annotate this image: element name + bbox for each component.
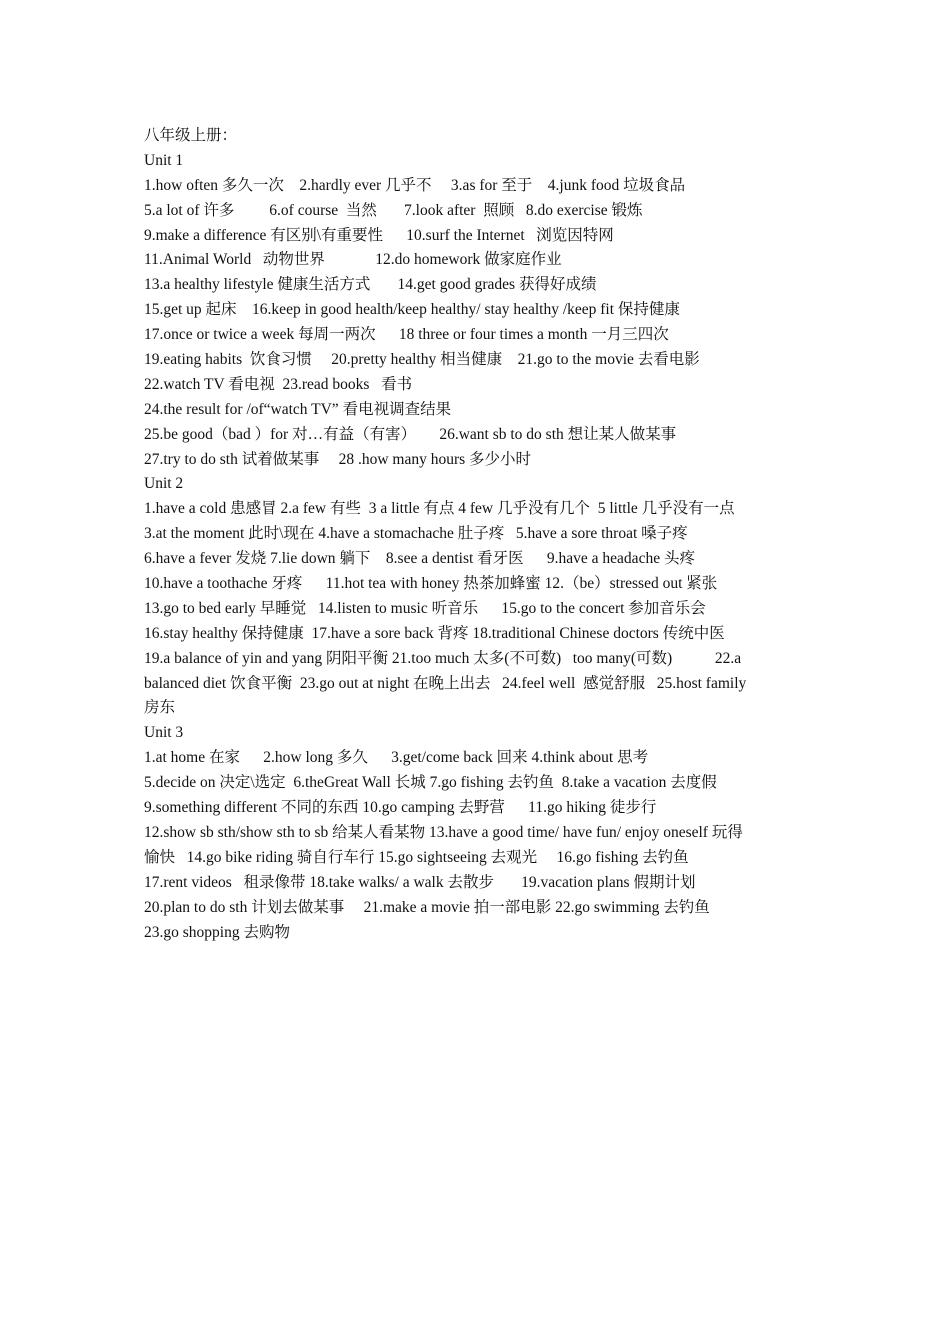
document-body xyxy=(144,124,808,945)
unit-title: Unit 2 xyxy=(144,475,184,493)
unit-title: Unit 3 xyxy=(144,724,184,742)
vocab-line: 3.at the moment 此时\现在 4.have a stomachache 肚子疼 5.have a sore throat 嗓子疼 xyxy=(144,525,688,543)
vocab-line: 房东 xyxy=(144,699,176,717)
vocab-line: 5.decide on 决定\选定 6.theGreat Wall 长城 7.go fishing 去钓鱼 8.take a vacation 去度假 xyxy=(144,774,717,792)
vocab-line: 27.try to do sth 试着做某事 28 .how many hours 多少小时 xyxy=(144,450,532,468)
vocab-line: 23.go shopping 去购物 xyxy=(144,923,290,941)
vocab-line: 10.have a toothache 牙疼 11.hot tea with honey 热茶加蜂蜜 12.（be）stressed out 紧张 xyxy=(144,575,718,593)
vocab-line: 11.Animal World 动物世界 12.do homework 做家庭作业 xyxy=(144,251,562,269)
vocab-line: 9.something different 不同的东西 10.go camping 去野营 11.go hiking 徒步行 xyxy=(144,799,657,817)
vocab-line: 1.how often 多久一次 2.hardly ever 几乎不 3.as for 至于 4.junk food 垃圾食品 xyxy=(144,176,686,194)
vocab-line: 17.once or twice a week 每周一两次 18 three or four times a month 一月三四次 xyxy=(144,326,669,344)
vocab-line: 1.at home 在家 2.how long 多久 3.get/come back 回来 4.think about 思考 xyxy=(144,749,649,767)
vocab-line: 25.be good（bad ）for 对…有益（有害） 26.want sb to do sth 想让某人做某事 xyxy=(144,425,677,443)
vocab-line: 5.a lot of 许多 6.of course 当然 7.look after 照顾 8.do exercise 锻炼 xyxy=(144,201,643,219)
vocab-line: 17.rent videos 租录像带 18.take walks/ a walk 去散步 19.vacation plans 假期计划 xyxy=(144,873,696,891)
document-heading: 八年级上册： xyxy=(144,127,238,144)
vocab-line: 19.eating habits 饮食习惯 20.pretty healthy 相当健康 21.go to the movie 去看电影 xyxy=(144,351,700,369)
vocab-line: 22.watch TV 看电视 23.read books 看书 xyxy=(144,375,413,393)
vocab-line: 愉快 14.go bike riding 骑自行车行 15.go sightseeing 去观光 16.go fishing 去钓鱼 xyxy=(144,848,689,866)
vocab-line: 19.a balance of yin and yang 阴阳平衡 21.too much 太多(不可数) too many(可数) 22.a xyxy=(144,649,742,667)
unit-title: Unit 1 xyxy=(144,151,184,169)
vocab-line: 16.stay healthy 保持健康 17.have a sore back 背疼 18.traditional Chinese doctors 传统中医 xyxy=(144,624,725,642)
vocab-line: balanced diet 饮食平衡 23.go out at night 在晚上出去 24.feel well 感觉舒服 25.host family xyxy=(144,674,747,692)
vocab-line: 6.have a fever 发烧 7.lie down 躺下 8.see a dentist 看牙医 9.have a headache 头疼 xyxy=(144,550,695,568)
vocab-line: 20.plan to do sth 计划去做某事 21.make a movie 拍一部电影 22.go swimming 去钓鱼 xyxy=(144,898,710,916)
vocab-line: 15.get up 起床 16.keep in good health/keep healthy/ stay healthy /keep fit 保持健康 xyxy=(144,301,680,319)
vocab-line: 13.go to bed early 早睡觉 14.listen to music 听音乐 15.go to the concert 参加音乐会 xyxy=(144,599,706,617)
vocab-line: 24.the result for /of“watch TV” 看电视调查结果 xyxy=(144,400,452,418)
vocab-line: 1.have a cold 患感冒 2.a few 有些 3 a little 有点 4 few 几乎没有几个 5 little 几乎没有一点 xyxy=(144,500,735,518)
vocab-line: 9.make a difference 有区别\有重要性 10.surf the Internet 浏览因特网 xyxy=(144,226,614,244)
vocab-line: 12.show sb sth/show sth to sb 给某人看某物 13.have a good time/ have fun/ enjoy oneself 玩得 xyxy=(144,823,743,841)
vocab-line: 13.a healthy lifestyle 健康生活方式 14.get good grades 获得好成绩 xyxy=(144,276,597,294)
